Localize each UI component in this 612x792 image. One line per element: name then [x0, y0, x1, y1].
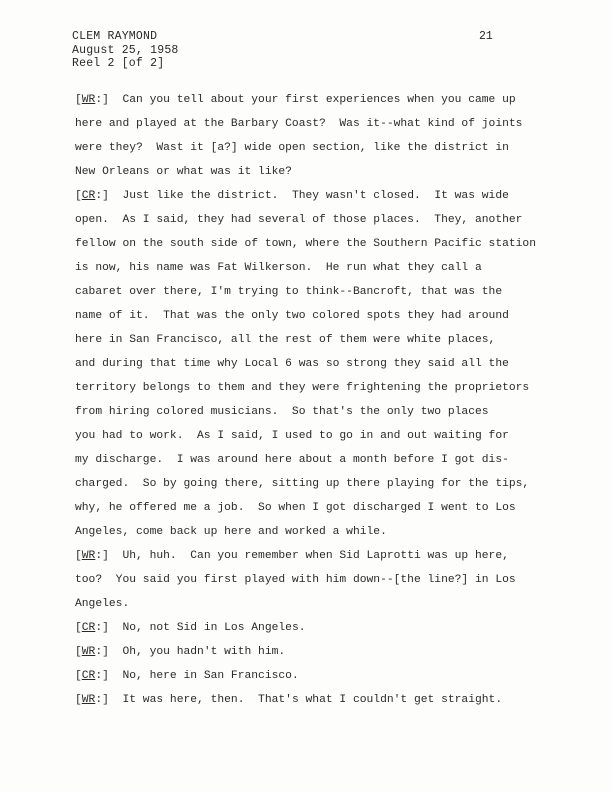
interviewee-name: CLEM RAYMOND — [72, 30, 158, 43]
speaker-bracket-close: :] — [95, 94, 123, 106]
speaker-bracket-close: :] — [95, 670, 123, 682]
line-text: Just like the district. They wasn't closed. It was wide — [122, 190, 509, 202]
speaker-initials: CR — [81, 670, 96, 682]
transcript-line — [75, 256, 575, 280]
transcript-line — [75, 520, 575, 544]
transcript-line — [75, 472, 575, 496]
speaker-bracket-open: [ — [75, 94, 82, 106]
transcript-line — [75, 592, 575, 616]
speaker-line — [75, 640, 575, 664]
line-text: why, he offered me a job. So when I got discharged I went to Los — [75, 502, 516, 514]
document-header — [72, 30, 179, 71]
line-text: from hiring colored musicians. So that's the only two places — [75, 406, 489, 418]
speaker-initials: WR — [81, 94, 96, 106]
transcript-line — [75, 112, 575, 136]
line-text: is now, his name was Fat Wilkerson. He run what they call a — [75, 262, 482, 274]
line-text: New Orleans or what was it like? — [75, 166, 292, 178]
speaker-initials: WR — [81, 646, 96, 658]
speaker-bracket-open: [ — [75, 190, 82, 202]
speaker-bracket-close: :] — [95, 694, 123, 706]
speaker-bracket-open: [ — [75, 646, 82, 658]
transcript-line — [75, 568, 575, 592]
speaker-bracket-close: :] — [95, 622, 123, 634]
line-text: Uh, huh. Can you remember when Sid Laprotti was up here, — [122, 550, 509, 562]
speaker-bracket-open: [ — [75, 670, 82, 682]
line-text: my discharge. I was around here about a month before I got dis- — [75, 454, 509, 466]
transcript-line — [75, 352, 575, 376]
transcript-line — [75, 448, 575, 472]
transcript-line — [75, 136, 575, 160]
line-text: Angeles. — [75, 598, 130, 610]
speaker-bracket-close: :] — [95, 190, 123, 202]
line-text: Oh, you hadn't with him. — [122, 646, 286, 658]
line-text: open. As I said, they had several of those places. They, another — [75, 214, 523, 226]
line-text: It was here, then. That's what I couldn't get straight. — [122, 694, 503, 706]
speaker-initials: CR — [81, 190, 96, 202]
line-text: name of it. That was the only two colored spots they had around — [75, 310, 509, 322]
speaker-initials: WR — [81, 694, 96, 706]
speaker-line — [75, 544, 575, 568]
speaker-bracket-close: :] — [95, 646, 123, 658]
speaker-line — [75, 184, 575, 208]
speaker-line — [75, 664, 575, 688]
line-text: Angeles, come back up here and worked a while. — [75, 526, 387, 538]
line-text: and during that time why Local 6 was so strong they said all the — [75, 358, 509, 370]
speaker-bracket-open: [ — [75, 694, 82, 706]
transcript-line — [75, 160, 575, 184]
speaker-bracket-open: [ — [75, 622, 82, 634]
line-text: charged. So by going there, sitting up there playing for the tips, — [75, 478, 530, 490]
speaker-line — [75, 688, 575, 712]
speaker-bracket-open: [ — [75, 550, 82, 562]
speaker-line — [75, 616, 575, 640]
transcript-line — [75, 376, 575, 400]
line-text: territory belongs to them and they were frightening the proprietors — [75, 382, 530, 394]
line-text: were they? Wast it [a?] wide open section, like the district in — [75, 142, 509, 154]
transcript-line — [75, 496, 575, 520]
reel-label: Reel 2 [of 2] — [72, 57, 165, 70]
line-text: Can you tell about your first experiences when you came up — [122, 94, 516, 106]
transcript-line — [75, 328, 575, 352]
line-text: No, not Sid in Los Angeles. — [122, 622, 306, 634]
speaker-initials: WR — [81, 550, 96, 562]
interview-date: August 25, 1958 — [72, 43, 179, 57]
line-text: No, here in San Francisco. — [122, 670, 299, 682]
line-text: fellow on the south side of town, where the Southern Pacific station — [75, 238, 536, 250]
page-number: 21 — [479, 30, 493, 43]
line-text: you had to work. As I said, I used to go in and out waiting for — [75, 430, 509, 442]
line-text: too? You said you first played with him down--[the line?] in Los — [75, 574, 516, 586]
transcript-line — [75, 304, 575, 328]
transcript-line — [75, 232, 575, 256]
transcript-body — [75, 88, 575, 712]
speaker-initials: CR — [81, 622, 96, 634]
line-text: here and played at the Barbary Coast? Was it--what kind of joints — [75, 118, 523, 130]
transcript-line — [75, 424, 575, 448]
line-text: here in San Francisco, all the rest of them were white places, — [75, 334, 496, 346]
line-text: cabaret over there, I'm trying to think--Bancroft, that was the — [75, 286, 503, 298]
transcript-line — [75, 280, 575, 304]
transcript-line — [75, 208, 575, 232]
speaker-bracket-close: :] — [95, 550, 123, 562]
speaker-line — [75, 88, 575, 112]
transcript-line — [75, 400, 575, 424]
